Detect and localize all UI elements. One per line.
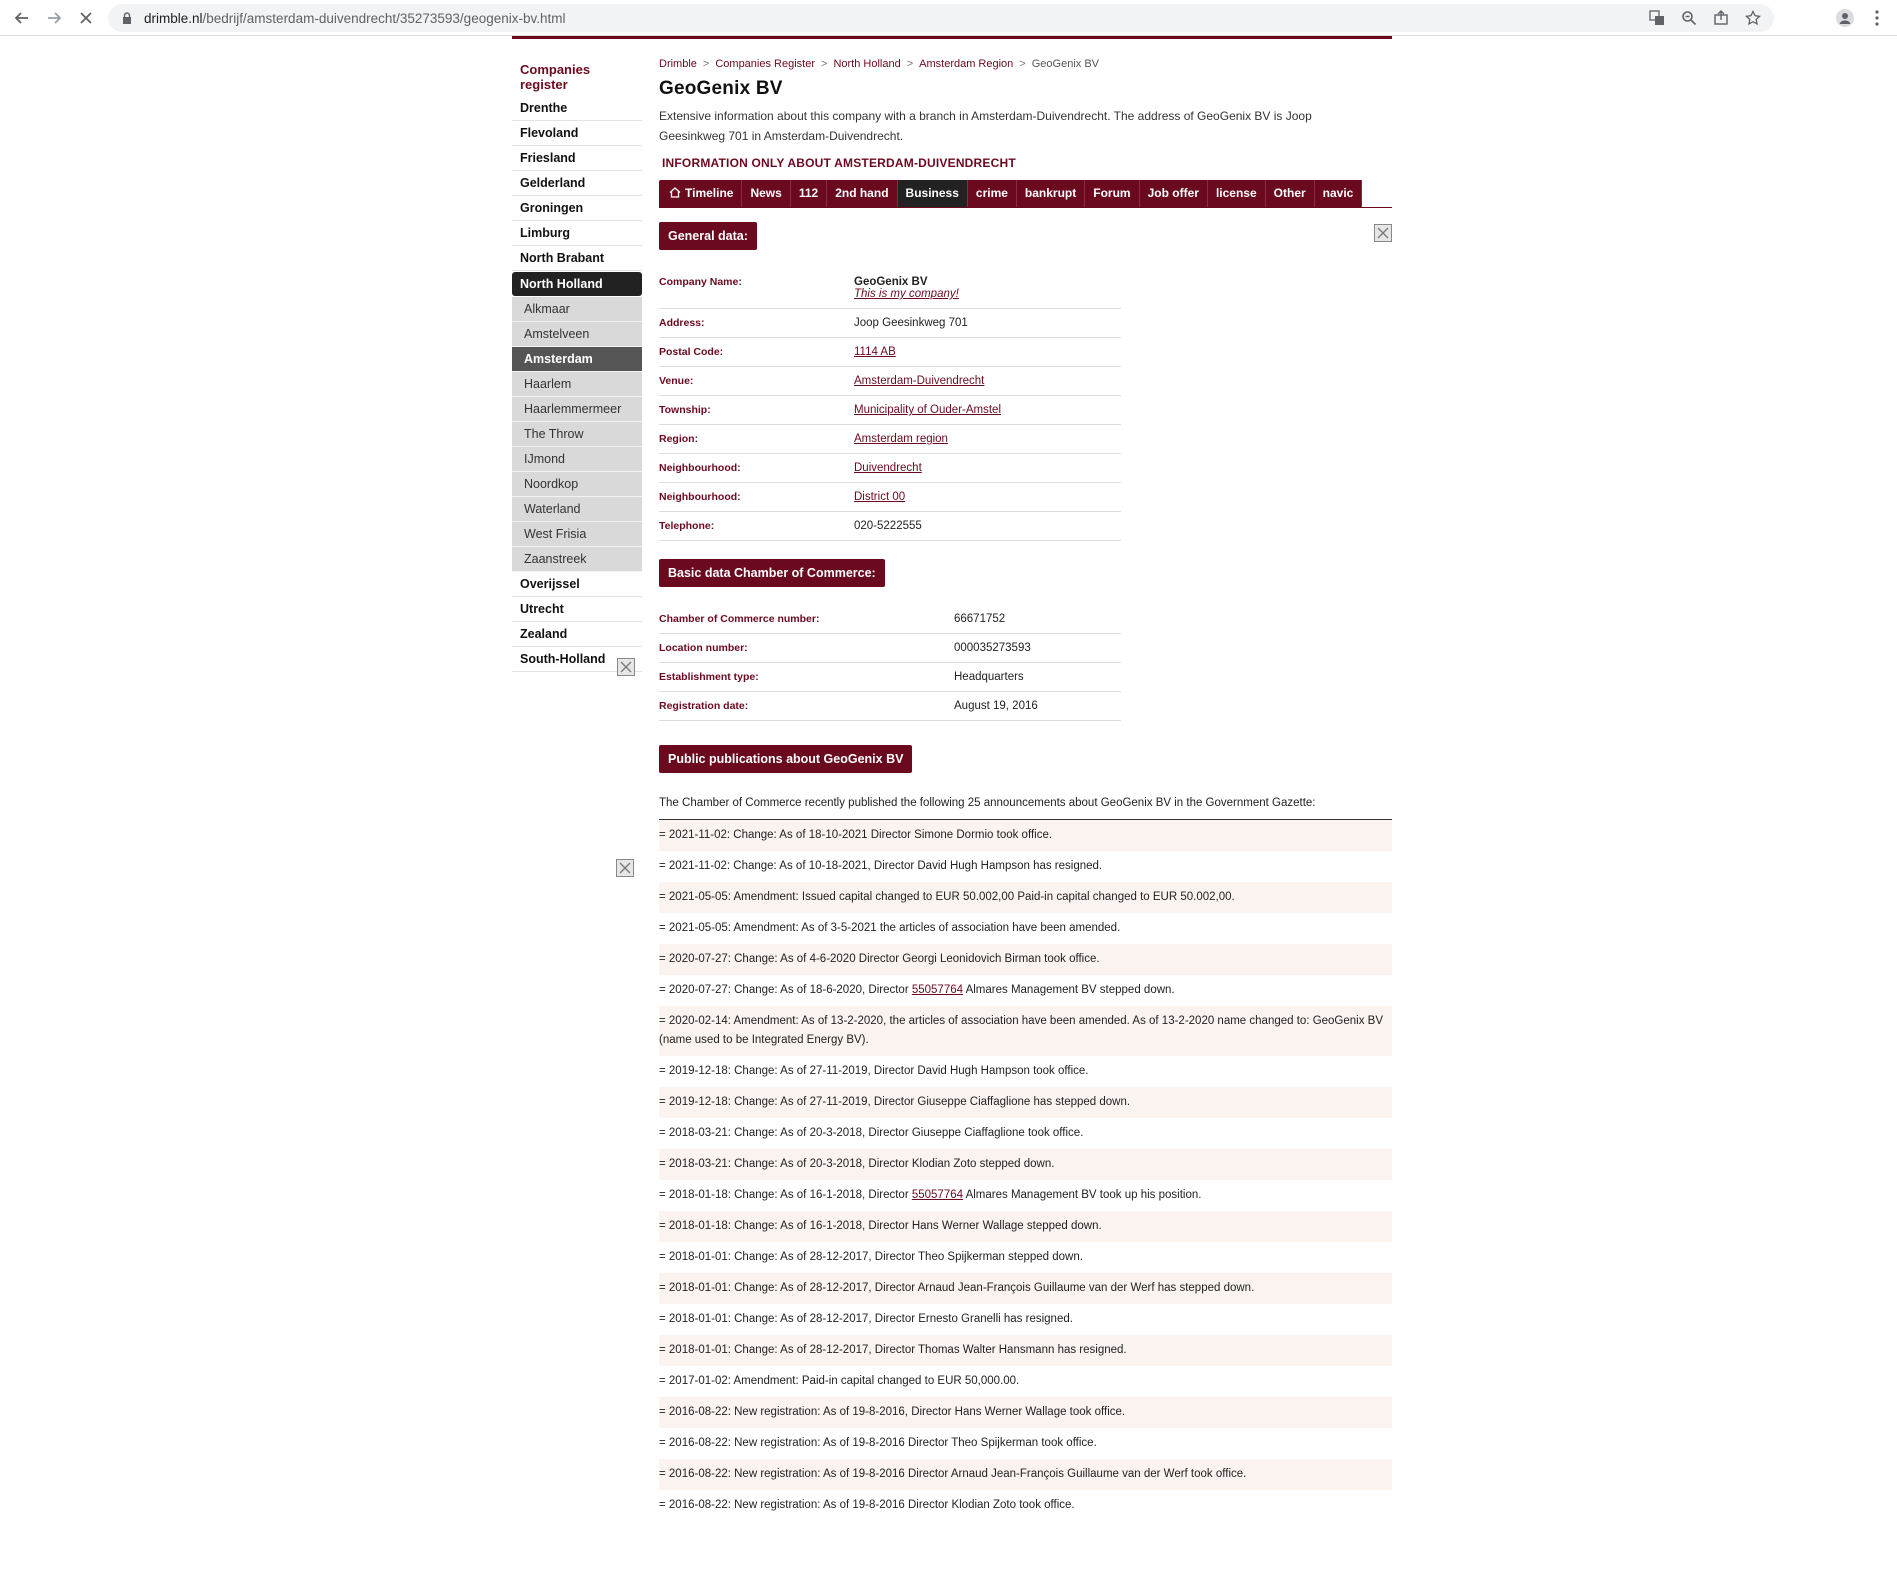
sidebar-item-drenthe[interactable]: Drenthe	[512, 96, 642, 121]
sidebar-item-gelderland[interactable]: Gelderland	[512, 171, 642, 196]
field-value	[854, 396, 1121, 425]
publication-item: = 2018-01-01: Change: As of 28-12-2017, Director Arnaud Jean-François Guillaume van der Werf has stepped down.	[659, 1273, 1392, 1304]
chamber-number-link[interactable]: 55057764	[911, 984, 964, 996]
field-label: Telephone:	[659, 512, 854, 541]
tab-label: Timeline	[685, 186, 734, 200]
sidebar-item-overijssel[interactable]: Overijssel	[512, 572, 642, 597]
tab-other[interactable]	[1266, 180, 1315, 207]
field-value	[854, 367, 1121, 396]
tab-crime[interactable]	[968, 180, 1017, 207]
field-value: 020-5222555	[854, 512, 1121, 541]
sidebar-subitem-haarlemmermeer[interactable]: Haarlemmermeer	[512, 397, 642, 422]
breadcrumb	[659, 58, 1392, 70]
breadcrumb-current: GeoGenix BV	[1031, 58, 1099, 70]
field-label: Establishment type:	[659, 663, 954, 692]
publication-item: = 2016-08-22: New registration: As of 19-8-2016 Director Klodian Zoto took office.	[659, 1499, 1075, 1511]
table-row	[659, 268, 1121, 309]
sidebar-item-north-holland[interactable]: North Holland	[512, 272, 642, 296]
general-data-heading: General data:	[659, 222, 757, 250]
field-label: Company Name:	[659, 268, 854, 309]
table-row	[659, 425, 1121, 454]
breadcrumb-link[interactable]: Drimble	[659, 58, 697, 70]
breadcrumb-link[interactable]: Amsterdam Region	[919, 58, 1014, 70]
field-link[interactable]: Amsterdam-Duivendrecht	[854, 375, 985, 387]
sidebar-subitem-amsterdam[interactable]: Amsterdam	[512, 347, 642, 372]
field-label: Region:	[659, 425, 854, 454]
field-link[interactable]: 1114 AB	[854, 346, 896, 358]
tab-job-offer[interactable]	[1140, 180, 1208, 207]
close-ad-icon[interactable]	[617, 658, 635, 676]
info-scope-heading: INFORMATION ONLY ABOUT AMSTERDAM-DUIVENDRECHT	[662, 156, 1016, 170]
publication-item: = 2019-12-18: Change: As of 27-11-2019, Director Giuseppe Ciaffaglione has stepped down.	[659, 1087, 1392, 1118]
table-row	[659, 483, 1121, 512]
tab-license[interactable]	[1208, 180, 1266, 207]
page-title: GeoGenix BV	[659, 78, 783, 99]
stop-loading-icon[interactable]	[72, 4, 100, 32]
tab-label: 112	[798, 186, 819, 200]
back-arrow-icon[interactable]	[8, 4, 36, 32]
share-icon[interactable]	[1710, 7, 1732, 29]
home-icon	[669, 186, 685, 200]
sidebar-item-friesland[interactable]: Friesland	[512, 146, 642, 171]
tab-label: Other	[1273, 186, 1306, 200]
sidebar-item-south-holland[interactable]: South-Holland	[512, 647, 642, 672]
category-tabs	[659, 180, 1392, 208]
close-ad-icon[interactable]	[1374, 224, 1392, 242]
sidebar-item-zealand[interactable]: Zealand	[512, 622, 642, 647]
main-content	[659, 58, 1392, 1521]
sidebar-subitem-noordkop[interactable]: Noordkop	[512, 472, 642, 497]
sidebar-item-utrecht[interactable]: Utrecht	[512, 597, 642, 622]
tab-navic[interactable]	[1315, 180, 1363, 207]
tab-bankrupt[interactable]	[1017, 180, 1085, 207]
tab-label: license	[1215, 186, 1257, 200]
publication-item: = 2020-07-27: Change: As of 4-6-2020 Director Georgi Leonidovich Birman took office.	[659, 944, 1392, 975]
company-name-value: GeoGenix BV	[854, 276, 928, 288]
tab-label: navic	[1322, 186, 1354, 200]
breadcrumb-separator: >	[821, 58, 828, 70]
publication-item: = 2018-03-21: Change: As of 20-3-2018, Director Klodian Zoto stepped down.	[659, 1149, 1392, 1180]
field-value	[854, 425, 1121, 454]
sidebar-subitem-alkmaar[interactable]: Alkmaar	[512, 297, 642, 322]
field-value: 000035273593	[954, 634, 1121, 663]
chamber-data-heading: Basic data Chamber of Commerce:	[659, 559, 885, 587]
field-label: Registration date:	[659, 692, 954, 721]
tab-label: Business	[905, 186, 959, 200]
table-row	[659, 396, 1121, 425]
breadcrumb-link[interactable]: Companies Register	[715, 58, 815, 70]
claim-company-link[interactable]: This is my company!	[854, 288, 959, 300]
field-label: Neighbourhood:	[659, 483, 854, 512]
field-link[interactable]: Municipality of Ouder-Amstel	[854, 404, 1001, 416]
tab-label: crime	[975, 186, 1008, 200]
publication-item: = 2021-05-05: Amendment: Issued capital changed to EUR 50.002,00 Paid-in capital changed to EUR 50.002,00.	[659, 882, 1392, 913]
profile-avatar-icon[interactable]	[1833, 4, 1857, 32]
field-value: Headquarters	[954, 663, 1121, 692]
publication-item: = 2018-03-21: Change: As of 20-3-2018, Director Giuseppe Ciaffaglione took office.	[659, 1127, 1084, 1139]
publication-item: = 2021-11-02: Change: As of 10-18-2021, Director David Hugh Hampson has resigned.	[659, 860, 1103, 872]
field-value	[854, 268, 1121, 309]
tab-label: Forum	[1093, 186, 1131, 200]
field-value	[854, 454, 1121, 483]
sidebar-item-groningen[interactable]: Groningen	[512, 196, 642, 221]
bookmark-star-icon[interactable]	[1742, 7, 1764, 29]
sidebar-subitem-ijmond[interactable]: IJmond	[512, 447, 642, 472]
breadcrumb-separator: >	[1019, 58, 1026, 70]
publication-item: = 2018-01-01: Change: As of 28-12-2017, Director Theo Spijkerman stepped down.	[659, 1251, 1083, 1263]
tab-112[interactable]	[791, 180, 827, 207]
field-label: Location number:	[659, 634, 954, 663]
tab-business[interactable]	[898, 180, 968, 207]
table-row	[659, 309, 1121, 338]
address-bar[interactable]	[108, 4, 1774, 32]
field-label: Postal Code:	[659, 338, 854, 367]
table-row	[659, 367, 1121, 396]
general-data-table	[659, 268, 1121, 541]
chamber-number-link[interactable]: 55057764	[911, 1189, 964, 1201]
sidebar-item-north-brabant[interactable]: North Brabant	[512, 246, 642, 271]
publications-heading: Public publications about GeoGenix BV	[659, 745, 912, 773]
zoom-icon[interactable]	[1678, 7, 1700, 29]
table-row	[659, 338, 1121, 367]
publication-item: = 2021-11-02: Change: As of 18-10-2021 Director Simone Dormio took office.	[659, 820, 1392, 851]
header-accent-bar	[512, 36, 1392, 39]
tab-forum[interactable]	[1085, 180, 1139, 207]
field-label: Township:	[659, 396, 854, 425]
publication-item: = 2021-05-05: Amendment: As of 3-5-2021 the articles of association have been amended.	[659, 922, 1121, 934]
publication-item: = 2020-02-14: Amendment: As of 13-2-2020, the articles of association have been amended. As of 13-2-2020 name changed to: GeoGenix BV (name used to be Integrated Energy BV).	[659, 1006, 1392, 1056]
field-value	[854, 483, 1121, 512]
publications-list	[659, 820, 1392, 1521]
breadcrumb-separator: >	[906, 58, 914, 70]
field-value	[854, 338, 1121, 367]
sidebar-nav	[512, 58, 642, 672]
chamber-data-table	[659, 605, 1121, 721]
sidebar-item-limburg[interactable]: Limburg	[512, 221, 642, 246]
table-row	[659, 454, 1121, 483]
field-label: Neighbourhood:	[659, 454, 854, 483]
field-label: Address:	[659, 309, 854, 338]
translate-icon[interactable]	[1646, 7, 1668, 29]
sidebar-subitem-haarlem[interactable]: Haarlem	[512, 372, 642, 397]
tab-label: bankrupt	[1024, 186, 1077, 200]
publications-intro: The Chamber of Commerce recently published the following 25 announcements about GeoGenix BV in the Government Gazette:	[659, 797, 1392, 820]
sidebar-item-flevoland[interactable]: Flevoland	[512, 121, 642, 146]
publication-item: = 2016-08-22: New registration: As of 19-8-2016, Director Hans Werner Wallage took office.	[659, 1397, 1392, 1428]
tab-timeline[interactable]	[659, 180, 742, 207]
field-link[interactable]: Amsterdam region	[854, 433, 948, 445]
menu-dots-icon[interactable]	[1865, 4, 1889, 32]
sidebar-subitem-zaanstreek[interactable]: Zaanstreek	[512, 547, 642, 572]
field-link[interactable]: Duivendrecht	[854, 462, 922, 474]
tab-label: Job offer	[1147, 186, 1199, 200]
table-row	[659, 605, 1121, 634]
tab-news[interactable]	[742, 180, 790, 207]
sidebar-subitem-amstelveen[interactable]: Amstelveen	[512, 322, 642, 347]
forward-arrow-icon[interactable]	[40, 4, 68, 32]
tab-2nd-hand[interactable]	[827, 180, 897, 207]
publication-item: = 2017-01-02: Amendment: Paid-in capital changed to EUR 50,000.00.	[659, 1375, 1020, 1387]
publication-item: = 2016-08-22: New registration: As of 19-8-2016 Director Arnaud Jean-François Guillaume van der Werf took office.	[659, 1459, 1392, 1490]
sidebar-heading[interactable]: Companies register	[520, 62, 591, 92]
publication-item: = 2018-01-18: Change: As of 16-1-2018, Director 55057764 Almares Management BV took up his position.	[659, 1189, 1202, 1201]
tab-label: News	[750, 186, 782, 200]
close-ad-icon[interactable]	[616, 859, 634, 877]
breadcrumb-separator: >	[702, 58, 710, 70]
table-row	[659, 512, 1121, 541]
field-link[interactable]: District 00	[854, 491, 906, 503]
publication-item: = 2018-01-01: Change: As of 28-12-2017, Director Thomas Walter Hansmann has resigned.	[659, 1335, 1392, 1366]
sidebar-subitem-the-throw[interactable]: The Throw	[512, 422, 642, 447]
publication-item: = 2019-12-18: Change: As of 27-11-2019, Director David Hugh Hampson took office.	[659, 1065, 1089, 1077]
field-value: Joop Geesinkweg 701	[854, 309, 1121, 338]
field-value: 66671752	[954, 605, 1121, 634]
sidebar-subitem-waterland[interactable]: Waterland	[512, 497, 642, 522]
publication-item: = 2018-01-18: Change: As of 16-1-2018, Director Hans Werner Wallage stepped down.	[659, 1211, 1392, 1242]
publication-item: = 2018-01-01: Change: As of 28-12-2017, Director Ernesto Granelli has resigned.	[659, 1313, 1073, 1325]
browser-toolbar	[0, 0, 1897, 36]
table-row	[659, 663, 1121, 692]
publication-item: = 2020-07-27: Change: As of 18-6-2020, Director 55057764 Almares Management BV stepped down.	[659, 984, 1175, 996]
publication-item: = 2016-08-22: New registration: As of 19-8-2016 Director Theo Spijkerman took office.	[659, 1437, 1097, 1449]
company-intro: Extensive information about this company with a branch in Amsterdam-Duivendrecht. The address of GeoGenix BV is Joop Geesinkweg 701 in Amsterdam-Duivendrecht.	[659, 109, 1312, 143]
lock-icon[interactable]	[120, 11, 134, 25]
table-row	[659, 634, 1121, 663]
breadcrumb-link[interactable]: North Holland	[833, 58, 901, 70]
field-value: August 19, 2016	[954, 692, 1121, 721]
url-text[interactable]: drimble.nl/bedrijf/amsterdam-duivendrecht/35273593/geogenix-bv.html	[144, 10, 566, 26]
tab-label: 2nd hand	[835, 186, 889, 200]
field-label: Chamber of Commerce number:	[659, 605, 954, 634]
table-row	[659, 692, 1121, 721]
sidebar-subitem-west-frisia[interactable]: West Frisia	[512, 522, 642, 547]
field-label: Venue:	[659, 367, 854, 396]
